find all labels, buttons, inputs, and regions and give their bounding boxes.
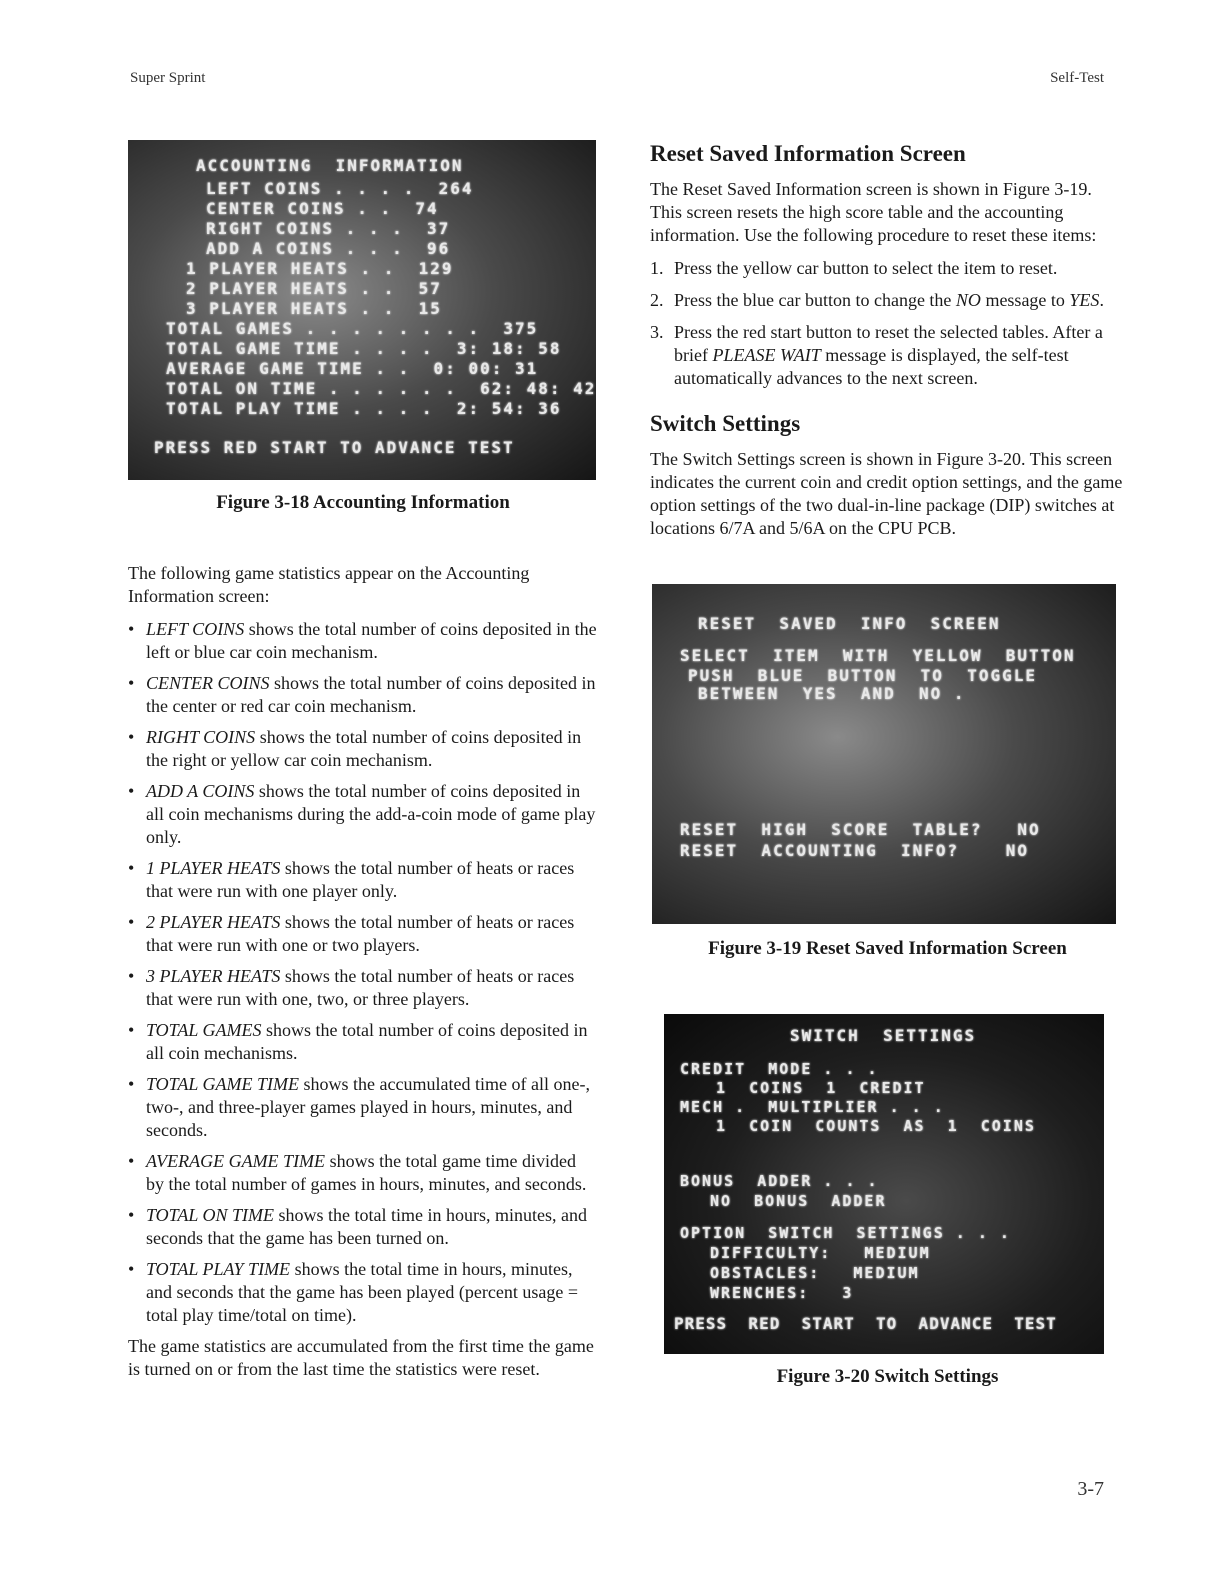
list-item <box>128 672 598 718</box>
step-number: 2. <box>650 290 664 310</box>
term: 2 PLAYER HEATS <box>146 912 281 932</box>
definition: shows the total number of heats or races that were run with one or two players. <box>146 912 575 955</box>
screen-line: ACCOUNTING INFORMATION <box>196 156 464 175</box>
screen-line: PUSH BLUE BUTTON TO TOGGLE <box>688 666 1037 685</box>
paragraph: The game statistics are accumulated from the first time the game is turned on or from the last time the statistics were reset. <box>128 1336 594 1379</box>
definition: shows the total number of coins deposited in the right or yellow car coin mechanism. <box>146 727 582 770</box>
list-item <box>128 1073 598 1142</box>
running-header-left: Super Sprint <box>130 70 206 86</box>
screen-line: 1 COINS 1 CREDIT <box>716 1079 926 1097</box>
paragraph: The Reset Saved Information screen is shown in Figure 3-19. This screen resets the high score table and the accounting information. Use the following procedure to reset these items: <box>650 179 1097 245</box>
step-text: message is displayed, the self-test automatically advances to the next screen. <box>674 345 1069 388</box>
section-heading: Reset Saved Information Screen <box>650 141 966 166</box>
definition: shows the total number of coins deposited in all coin mechanisms. <box>146 1020 588 1063</box>
screen-line: TOTAL GAME TIME . . . . 3: 18: 58 <box>166 339 562 358</box>
screen-line: RESET HIGH SCORE TABLE? NO <box>680 820 1041 839</box>
paragraph: The Switch Settings screen is shown in Figure 3-20. This screen indicates the current coin and credit option settings, and the game option settings of the two dual-in-line package (DIP) switches at locations 6/7A and 5/6A on the CPU PCB. <box>650 449 1123 538</box>
term: 1 PLAYER HEATS <box>146 858 281 878</box>
list-item <box>128 726 598 772</box>
screen-line: TOTAL ON TIME . . . . . . 62: 48: 42 <box>166 379 596 398</box>
paragraph: The following game statistics appear on the Accounting Information screen: <box>128 563 530 606</box>
reset-saved-info-screenshot <box>652 584 1116 924</box>
figure-caption: Figure 3-19 Reset Saved Information Screen <box>708 938 1067 959</box>
screen-line: TOTAL PLAY TIME . . . . 2: 54: 36 <box>166 399 562 418</box>
screen-line: PRESS RED START TO ADVANCE TEST <box>674 1314 1057 1333</box>
section-heading: Switch Settings <box>650 411 801 436</box>
step-item <box>650 289 1125 312</box>
term: ADD A COINS <box>146 781 255 801</box>
accounting-information-screenshot <box>128 140 596 480</box>
list-item <box>128 618 598 664</box>
screen-line: PRESS RED START TO ADVANCE TEST <box>154 438 515 457</box>
definition: shows the total game time divided by the total number of games in hours, minutes, and seconds. <box>146 1151 587 1194</box>
screen-line: RESET SAVED INFO SCREEN <box>698 614 1001 633</box>
step-text: message to <box>980 290 1070 310</box>
right-column <box>650 140 1125 1388</box>
definition: shows the total number of heats or races that were run with one, two, or three players. <box>146 966 575 1009</box>
term: 3 PLAYER HEATS <box>146 966 281 986</box>
step-number: 1. <box>650 258 664 278</box>
screen-line: MECH . MULTIPLIER . . . <box>680 1098 945 1116</box>
list-item <box>128 857 598 903</box>
step-item <box>650 257 1125 280</box>
list-item <box>128 911 598 957</box>
left-column <box>128 140 598 1381</box>
screen-line: NO BONUS ADDER <box>710 1192 887 1210</box>
screen-line: OPTION SWITCH SETTINGS . . . <box>680 1224 1011 1242</box>
list-item <box>128 1204 598 1250</box>
term: TOTAL GAMES <box>146 1020 262 1040</box>
step-emphasis: PLEASE WAIT <box>712 345 821 365</box>
step-emphasis: NO <box>955 290 981 310</box>
step-text: . <box>1099 290 1104 310</box>
screen-line: TOTAL GAMES . . . . . . . . 375 <box>166 319 539 338</box>
switch-settings-screenshot <box>664 1014 1104 1354</box>
definition: shows the accumulated time of all one-, two-, and three-player games played in hours, minutes, and seconds. <box>146 1074 590 1140</box>
screen-line: 2 PLAYER HEATS . . 57 <box>186 279 442 298</box>
list-item <box>128 1150 598 1196</box>
term: LEFT COINS <box>146 619 245 639</box>
screen-line: LEFT COINS . . . . 264 <box>206 179 474 198</box>
term: RIGHT COINS <box>146 727 256 747</box>
list-item <box>128 1258 598 1327</box>
screen-line: CENTER COINS . . 74 <box>206 199 439 218</box>
step-text: Press the yellow car button to select the item to reset. <box>674 258 1058 278</box>
screen-line: BONUS ADDER . . . <box>680 1172 879 1190</box>
screen-line: 3 PLAYER HEATS . . 15 <box>186 299 442 318</box>
list-item <box>128 1019 598 1065</box>
screen-line: OBSTACLES: MEDIUM <box>710 1264 920 1282</box>
term: AVERAGE GAME TIME <box>146 1151 326 1171</box>
screen-line: 1 COIN COUNTS AS 1 COINS <box>716 1117 1036 1135</box>
screen-line: ADD A COINS . . . 96 <box>206 239 451 258</box>
figure-caption: Figure 3-18 Accounting Information <box>216 492 510 513</box>
screen-line: BETWEEN YES AND NO . <box>698 684 966 703</box>
screen-line: WRENCHES: 3 <box>710 1284 854 1302</box>
definition: shows the total time in hours, minutes, and seconds that the game has been turned on. <box>146 1205 588 1248</box>
procedure-steps <box>650 257 1125 390</box>
screen-line: SELECT ITEM WITH YELLOW BUTTON <box>680 646 1076 665</box>
running-header-right: Self-Test <box>1050 70 1104 86</box>
screen-line: AVERAGE GAME TIME . . 0: 00: 31 <box>166 359 539 378</box>
screen-line: DIFFICULTY: MEDIUM <box>710 1244 931 1262</box>
definition: shows the total number of coins deposited in all coin mechanisms during the add-a-coin mode of game play only. <box>146 781 596 847</box>
list-item <box>128 965 598 1011</box>
step-text: Press the red start button to reset the selected tables. After a brief <box>674 322 1103 365</box>
term: TOTAL GAME TIME <box>146 1074 300 1094</box>
definition: shows the total number of heats or races that were run with one player only. <box>146 858 575 901</box>
figure-caption: Figure 3-20 Switch Settings <box>776 1366 999 1387</box>
term: TOTAL PLAY TIME <box>146 1259 291 1279</box>
definition: shows the total number of coins deposited in the left or blue car coin mechanism. <box>146 619 597 662</box>
step-emphasis: YES <box>1069 290 1100 310</box>
screen-line: RIGHT COINS . . . 37 <box>206 219 451 238</box>
step-item <box>650 321 1125 390</box>
definition: shows the total time in hours, minutes, and seconds that the game has been played (percent usage = total play time/total on time). <box>146 1259 578 1325</box>
definition: shows the total number of coins deposited in the center or red car coin mechanism. <box>146 673 596 716</box>
screen-line: 1 PLAYER HEATS . . 129 <box>186 259 454 278</box>
statistics-list <box>128 618 598 1327</box>
screen-line: RESET ACCOUNTING INFO? NO <box>680 841 1029 860</box>
list-item <box>128 780 598 849</box>
step-number: 3. <box>650 322 664 342</box>
step-text: Press the blue car button to change the <box>674 290 956 310</box>
screen-line: CREDIT MODE . . . <box>680 1060 879 1078</box>
term: TOTAL ON TIME <box>146 1205 275 1225</box>
page-number: 3-7 <box>1077 1478 1104 1500</box>
term: CENTER COINS <box>146 673 270 693</box>
screen-line: SWITCH SETTINGS <box>790 1026 977 1045</box>
